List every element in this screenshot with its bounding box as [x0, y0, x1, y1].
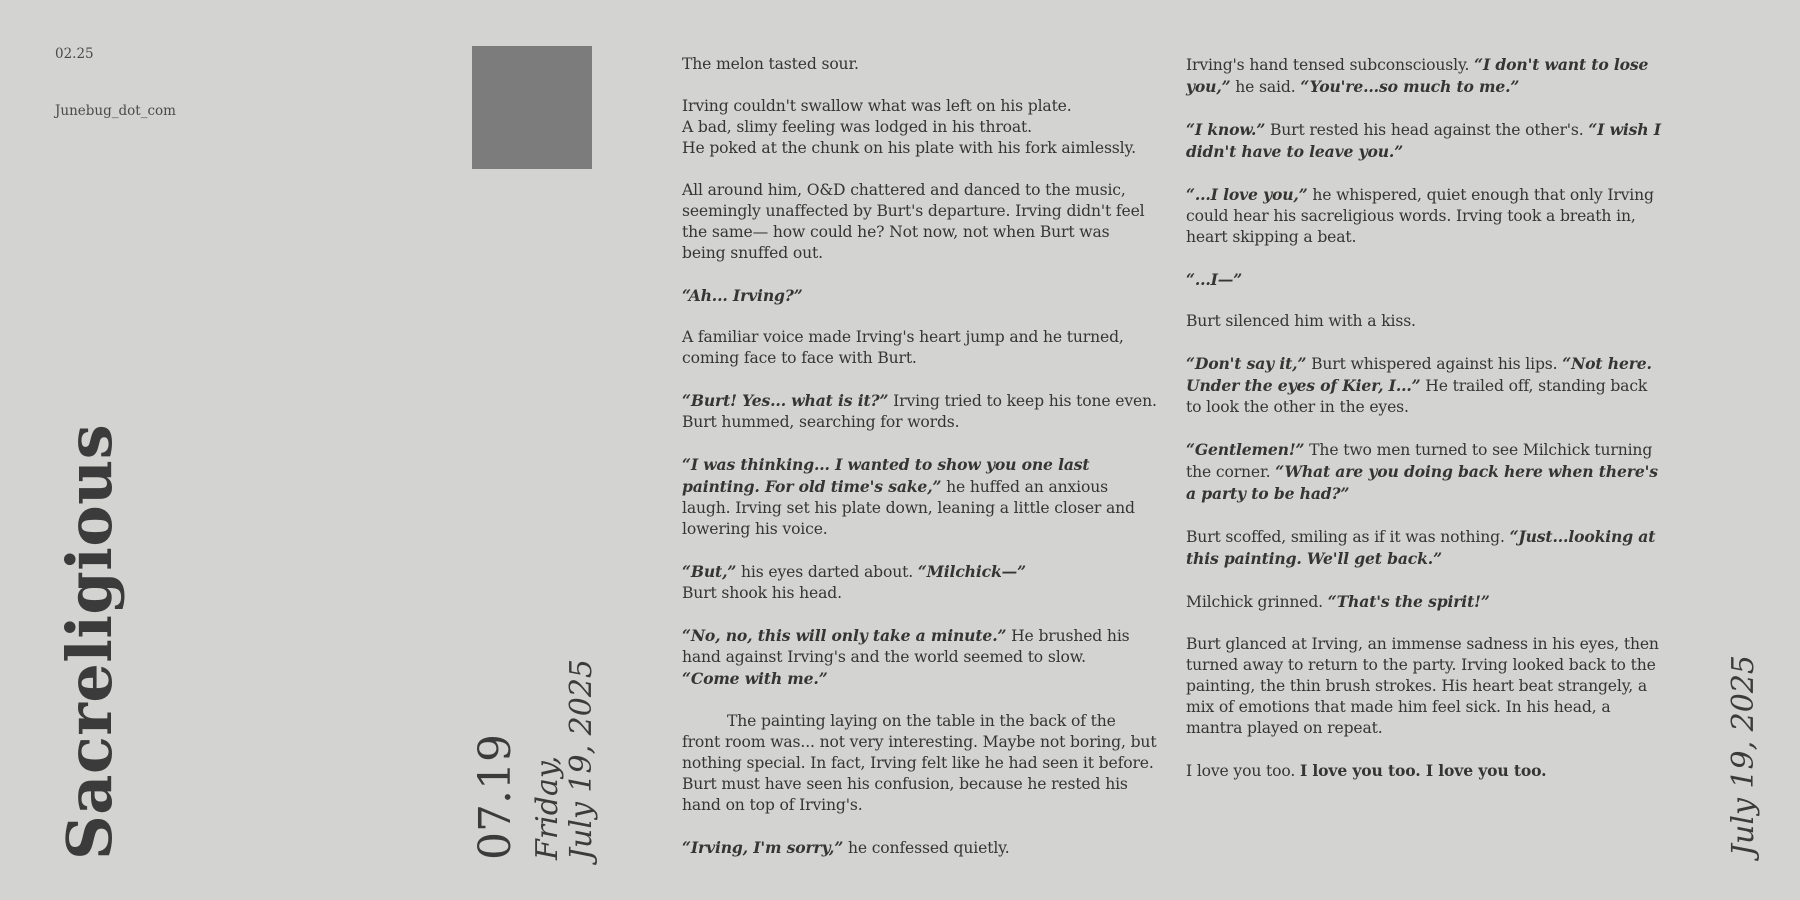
narration: Burt rested his head against the other's.	[1265, 121, 1589, 139]
paragraph	[1186, 526, 1661, 570]
paragraph: Burt silenced him with a kiss.	[1186, 312, 1416, 330]
narration: He trailed off, standing back to look the other in the eyes.	[1186, 377, 1648, 416]
paragraph	[682, 561, 1157, 604]
paragraph	[1186, 184, 1661, 248]
paragraph	[1186, 591, 1661, 613]
story-title: Sacreligious	[53, 423, 126, 860]
dialogue: “I wish I didn't have to leave you.”	[1186, 120, 1661, 161]
dialogue: “Come with me.”	[682, 669, 828, 688]
line: Burt hummed, searching for words.	[682, 413, 960, 431]
paragraph	[1186, 760, 1661, 782]
dialogue: “No, no, this will only take a minute.”	[682, 626, 1007, 645]
line: Irving couldn't swallow what was left on his plate.	[682, 97, 1072, 115]
paragraph	[682, 390, 1157, 433]
dialogue: “Milchick—”	[917, 562, 1026, 581]
narration: Milchick grinned.	[1186, 593, 1328, 611]
dialogue: “You're...so much to me.”	[1300, 77, 1520, 96]
date-number: 07.19	[470, 734, 521, 860]
site-name: Junebug_dot_com	[55, 103, 176, 119]
paragraph	[1186, 353, 1661, 418]
story-column-right	[1186, 54, 1661, 803]
story-column-left	[682, 54, 1157, 880]
paragraph: Burt glanced at Irving, an immense sadness in his eyes, then turned away to return to the party. Irving looked back to the painting, the thin brush strokes. His heart beat strangely, a mix of emotions that made him feel sick. In his head, a mantra played on repeat.	[1186, 635, 1659, 737]
line: He poked at the chunk on his plate with his fork aimlessly.	[682, 139, 1136, 157]
narration: I love you too.	[1186, 762, 1300, 780]
paragraph	[682, 625, 1157, 690]
dialogue: “Irving, I'm sorry,”	[682, 838, 844, 857]
paragraph	[1186, 54, 1661, 98]
image-placeholder	[472, 46, 592, 169]
paragraph	[1186, 439, 1661, 505]
paragraph: The melon tasted sour.	[682, 55, 859, 73]
dialogue: “Burt! Yes... what is it?”	[682, 391, 889, 410]
date-full: July 19, 2025	[564, 658, 599, 860]
dialogue: “Don't say it,”	[1186, 354, 1307, 373]
date-block	[472, 660, 612, 860]
paragraph: “Ah... Irving?”	[682, 286, 803, 305]
narration: his eyes darted about.	[736, 563, 918, 581]
line: A bad, slimy feeling was lodged in his throat.	[682, 118, 1032, 136]
paragraph	[682, 837, 1157, 859]
narration: Burt scoffed, smiling as if it was nothing.	[1186, 528, 1510, 546]
dialogue: “But,”	[682, 562, 737, 581]
paragraph: “...I—”	[1186, 270, 1243, 289]
dialogue: “Not here. Under the eyes of Kier, I...”	[1186, 354, 1652, 395]
dialogue: “Just...looking at this painting. We'll get back.”	[1186, 527, 1656, 568]
title-block	[53, 423, 126, 860]
side-date: July 19, 2025	[1726, 654, 1761, 856]
paragraph	[1186, 119, 1661, 163]
narration: He brushed his hand against Irving's and the world seemed to slow.	[682, 627, 1130, 666]
dialogue: “I know.”	[1186, 120, 1266, 139]
dialogue: “That's the spirit!”	[1327, 592, 1490, 611]
narration: he huffed an anxious laugh. Irving set his plate down, leaning a little closer and lowering his voice.	[682, 478, 1135, 538]
dialogue: “I don't want to lose you,”	[1186, 55, 1649, 96]
paragraph: A familiar voice made Irving's heart jump and he turned, coming face to face with Burt.	[682, 328, 1124, 367]
narration: he said.	[1230, 78, 1301, 96]
date-weekday: Friday,	[530, 755, 565, 860]
dialogue: “What are you doing back here when there's a party to be had?”	[1186, 462, 1658, 503]
paragraph: All around him, O&D chattered and danced to the music, seemingly unaffected by Burt's departure. Irving didn't feel the same— how could he? Not now, not when Burt was being snuffed out.	[682, 181, 1145, 262]
dialogue: “I was thinking... I wanted to show you one last painting. For old time's sake,”	[682, 455, 1090, 496]
narration: Irving tried to keep his tone even.	[888, 392, 1157, 410]
narration: Burt whispered against his lips.	[1306, 355, 1563, 373]
narration: Irving's hand tensed subconsciously.	[1186, 56, 1475, 74]
paragraph	[682, 454, 1157, 540]
paragraph	[682, 96, 1157, 159]
paragraph: The painting laying on the table in the back of the front room was... not very interesting. Maybe not boring, but nothing special. In fact, Irving felt like he had seen it before. Burt must have seen his confusion, because he rested his hand on top of Irving's.	[682, 712, 1157, 814]
dialogue: “Gentlemen!”	[1186, 440, 1305, 459]
mantra: I love you too. I love you too.	[1299, 761, 1547, 780]
narration: The two men turned to see Milchick turning the corner.	[1186, 441, 1653, 481]
line: Burt shook his head.	[682, 584, 842, 602]
narration: he whispered, quiet enough that only Irving could hear his sacreligious words. Irving took a breath in, heart skipping a beat.	[1186, 186, 1654, 246]
narration: he confessed quietly.	[843, 839, 1010, 857]
dialogue: “...I love you,”	[1186, 185, 1308, 204]
issue-number: 02.25	[55, 46, 94, 62]
